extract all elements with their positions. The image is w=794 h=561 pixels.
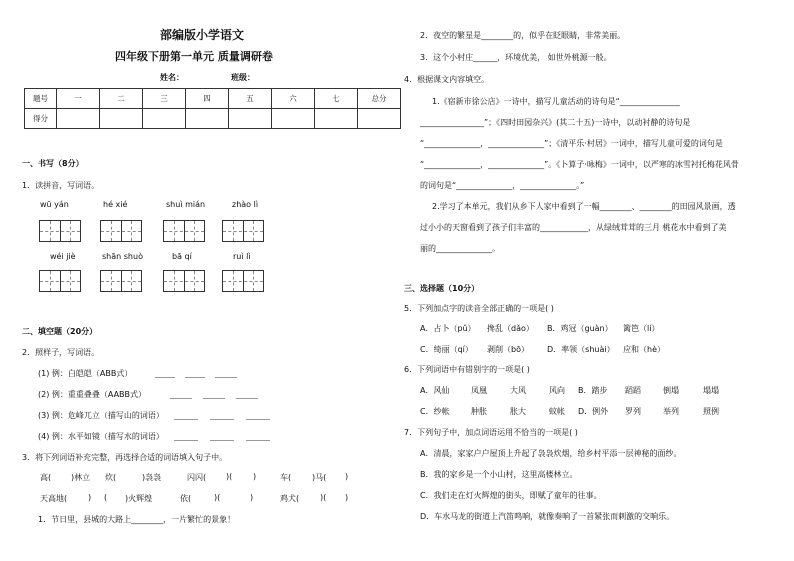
q4-line: 1.《宿新市徐公店》一诗中，描写儿童活动的诗句是“_______________ <box>432 97 680 106</box>
q5-option[interactable]: 搀乱（dǎo） <box>487 324 534 333</box>
q5-option[interactable]: B．鸡冠（guàn） <box>547 324 613 333</box>
score-cell[interactable] <box>143 109 186 129</box>
writing-grid[interactable] <box>163 220 205 242</box>
writing-grid[interactable] <box>39 220 81 242</box>
idiom-fragment: ) <box>345 493 349 502</box>
idiom-fragment: ) <box>88 493 92 502</box>
q5-option[interactable]: D．率领（shuài） <box>547 345 615 354</box>
q6-option[interactable]: A．风仙 <box>420 386 450 395</box>
idiom-fragment: 鸡犬( <box>280 494 300 503</box>
q6-option[interactable]: B．踏步 <box>578 386 608 395</box>
q6-option[interactable]: 蚊帐 <box>549 407 565 416</box>
q4-prompt: 4．根据课文内容填空。 <box>404 75 490 84</box>
score-header: 七 <box>315 89 358 109</box>
q3-prompt: 3．将下列词语补充完整，再选择合适的词语填入句子中。 <box>22 453 228 462</box>
score-cell[interactable] <box>272 109 315 129</box>
score-header: 二 <box>100 89 143 109</box>
idiom-fragment: 车( <box>280 473 292 482</box>
writing-grid[interactable] <box>39 270 81 292</box>
q6-option[interactable]: C．纱帐 <box>420 407 450 416</box>
idiom-fragment: 高( <box>40 473 52 482</box>
idiom-fragment: )袅袅 <box>142 473 162 482</box>
q2-prompt: 2．照样子，写词语。 <box>22 348 100 357</box>
idiom-fragment: )( <box>320 493 327 502</box>
q4-line: 过小小的天窗看到了孩子们丰富的____________，从绿绒茸茸的三月 桃花水中看到了美 <box>420 223 727 232</box>
idiom-fragment: )( <box>226 472 233 481</box>
score-header: 题号 <box>25 89 57 109</box>
writing-grid[interactable] <box>222 220 264 242</box>
pinyin-label: wū yán <box>40 200 69 209</box>
score-cell[interactable] <box>57 109 100 129</box>
q6-option[interactable]: 照例 <box>703 407 719 416</box>
q7-option[interactable]: D．车水马龙的街道上汽笛鸣响，就像奏响了一首紧张而刺激的交响乐。 <box>420 512 675 521</box>
q4-line: 丽的______________。 <box>420 244 500 253</box>
score-cell[interactable] <box>315 109 358 129</box>
pinyin-label: wéi jiè <box>50 252 76 261</box>
idiom-fragment: )林立 <box>71 473 91 482</box>
q6-option[interactable]: 塌塌 <box>703 386 719 395</box>
q6-option[interactable]: 倒塌 <box>663 386 679 395</box>
score-header: 总分 <box>358 89 401 109</box>
paper-subtitle: 四年级下册第一单元 质量调研卷 <box>115 50 273 63</box>
section2-title: 二、填空题（20分） <box>22 327 98 336</box>
q5-option[interactable]: 剥削（bō） <box>487 345 529 354</box>
score-cell[interactable] <box>100 109 143 129</box>
pinyin-label: hé xié <box>103 200 128 209</box>
q3-sentence: 3．这个小村庄______，环境优美， 如世外桃源一般。 <box>420 53 612 62</box>
score-cell[interactable] <box>358 109 401 129</box>
idiom-fragment: ) <box>250 493 254 502</box>
q5-option[interactable]: C．绮丽（qí） <box>420 345 473 354</box>
q2-item: (1) 例：白皑皑（ABB式） <box>38 369 133 378</box>
q6-prompt: 6．下列词语中有错别字的一项是( ) <box>404 365 530 374</box>
q5-option[interactable]: 应和（hè） <box>623 345 665 354</box>
score-row-label: 得分 <box>25 109 57 129</box>
q6-option[interactable]: D．例外 <box>578 407 609 416</box>
score-header: 六 <box>272 89 315 109</box>
writing-grid[interactable] <box>100 270 142 292</box>
idiom-fragment: 闪闪( <box>187 473 207 482</box>
section1-title: 一、书写（8分） <box>22 159 84 168</box>
q6-option[interactable]: 凤凰 <box>471 386 487 395</box>
q7-option[interactable]: A．清晨，家家户户屋顶上升起了袅袅炊烟，给乡村平添一层神秘的面纱。 <box>420 449 682 458</box>
idiom-fragment: ) <box>253 472 257 481</box>
writing-grid[interactable] <box>222 270 264 292</box>
q6-option[interactable]: 举列 <box>663 407 679 416</box>
score-header: 五 <box>229 89 272 109</box>
q5-prompt: 5．下列加点字的读音全部正确的一项是( ) <box>404 304 554 313</box>
q6-option[interactable]: 罗列 <box>625 407 641 416</box>
paper-title: 部编版小学语文 <box>160 28 245 42</box>
score-header: 一 <box>57 89 100 109</box>
section3-title: 三、选择题（10分） <box>404 284 480 293</box>
idiom-fragment: ) <box>345 472 349 481</box>
idiom-fragment: 依( <box>180 494 192 503</box>
q2-item: (2) 例：重重叠叠（AABB式） <box>38 390 147 399</box>
class-label: 班级： <box>231 73 255 82</box>
q4-line: 的词句是“______________，______________。” <box>420 181 585 190</box>
q2-item: (3) 例：危峰兀立（描写山的词语） <box>38 411 164 420</box>
idiom-fragment: )( <box>214 493 221 502</box>
pinyin-label: bā qí <box>172 252 192 261</box>
idiom-fragment: ( <box>104 493 108 502</box>
pinyin-label: shuì mián <box>166 200 206 209</box>
q4-line: “______________，______________”。《卜算子·咏梅》一词中，以严寒的冰雪衬托梅花风骨 <box>420 160 739 169</box>
q7-option[interactable]: B．我的家乡是一个小山村，这里高楼林立。 <box>420 470 578 479</box>
q5-option[interactable]: 篱笆（lí） <box>623 324 660 333</box>
pinyin-label: ruì lì <box>233 252 251 261</box>
idiom-fragment: )马( <box>312 473 327 482</box>
name-label: 姓名： <box>160 73 184 82</box>
score-header: 四 <box>186 89 229 109</box>
score-header: 三 <box>143 89 186 109</box>
q7-option[interactable]: C．我们走在灯火辉煌的街头，即赋了童年的往事。 <box>420 491 602 500</box>
q6-option[interactable]: 大风 <box>510 386 526 395</box>
q6-option[interactable]: 肿胀 <box>471 407 487 416</box>
q6-option[interactable]: 蹈蹈 <box>625 386 641 395</box>
pinyin-label: shān shuò <box>102 252 143 261</box>
q4-line: 2.学习了本单元，我们从乡下人家中看到了一幅________、________的田园风景画，透 <box>432 202 736 211</box>
q3-sentence: 1．节日里，县城的大路上________，一片繁忙的景象！ <box>38 515 236 524</box>
q1-prompt: 1．读拼音，写词语。 <box>22 181 100 190</box>
q4-line: “______________，______________”；《清平乐·村居》一词中，描写儿童可爱的词句是 <box>420 139 723 148</box>
pinyin-label: zhào lì <box>232 200 259 209</box>
q4-line: ________________”；《四时田园杂兴》(其二十五)一诗中，以动衬静的诗句是 <box>420 118 691 127</box>
score-cell[interactable] <box>229 109 272 129</box>
idiom-fragment: )火辉煌 <box>125 494 153 503</box>
idiom-fragment: 天高地( <box>40 494 68 503</box>
q5-option[interactable]: A．占卜（pǔ） <box>420 324 476 333</box>
q6-option[interactable]: 胀大 <box>510 407 526 416</box>
q7-prompt: 7．下列句子中，加点词语运用不恰当的一项是( ) <box>404 428 578 437</box>
writing-grid[interactable] <box>163 270 205 292</box>
writing-grid[interactable] <box>100 220 142 242</box>
q6-option[interactable]: 风向 <box>549 386 565 395</box>
score-cell[interactable] <box>186 109 229 129</box>
score-table <box>24 88 401 129</box>
q3-sentence: 2．夜空的繁星是________的，似乎在眨眼睛，非常美丽。 <box>420 31 626 40</box>
q2-item: (4) 例：水平如镜（描写水的词语） <box>38 432 164 441</box>
idiom-fragment: 炊( <box>105 473 117 482</box>
